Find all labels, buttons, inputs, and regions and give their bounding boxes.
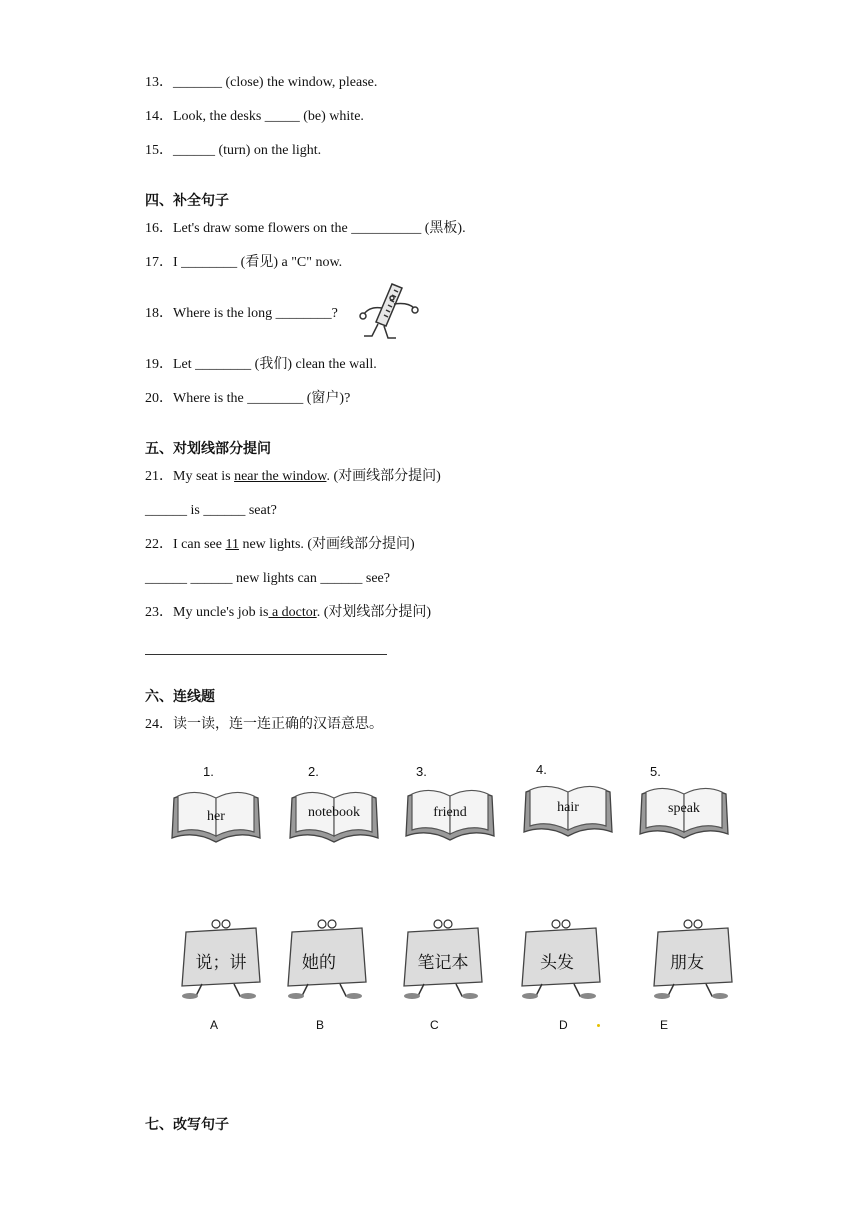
answer-blank[interactable]: _______	[173, 75, 222, 90]
question-text: I can see	[173, 537, 226, 552]
card-letter: D	[559, 1018, 568, 1032]
card-letter: B	[316, 1018, 325, 1032]
answer-line-23[interactable]	[145, 654, 387, 655]
question-text: (我们) clean the wall.	[251, 357, 377, 372]
question-text: My uncle's job is	[173, 605, 269, 620]
section-heading-5: 五、对划线部分提问	[145, 441, 271, 457]
card-letter: C	[430, 1018, 439, 1032]
question-number: 14．	[145, 109, 173, 124]
book-number: 5.	[650, 764, 661, 779]
book-number: 4.	[536, 762, 547, 777]
section-heading-4: 四、补全句子	[145, 193, 229, 209]
question-text: (be) white.	[299, 109, 364, 124]
card-text: 她的	[302, 953, 336, 973]
book-item[interactable]	[288, 760, 380, 846]
question-14	[145, 108, 364, 126]
answer-blank[interactable]: ________	[181, 255, 238, 270]
card-item[interactable]	[402, 916, 484, 1036]
question-text: Let	[173, 357, 196, 372]
underlined-phrase: near the window	[234, 469, 327, 484]
underlined-phrase: 11	[225, 537, 239, 552]
question-text: (close) the window, please.	[222, 75, 378, 90]
book-number: 3.	[416, 764, 427, 779]
book-word: hair	[557, 800, 579, 815]
card-item[interactable]	[520, 916, 602, 1036]
question-text: Where is the	[173, 391, 248, 406]
question-number: 23．	[145, 605, 173, 620]
book-item[interactable]	[404, 760, 496, 846]
question-20	[145, 390, 350, 408]
question-text: Where is the long	[173, 306, 276, 321]
card-text: 头发	[540, 953, 574, 973]
question-text: new lights. (对画线部分提问)	[238, 537, 415, 552]
question-text: Let's draw some flowers on the	[173, 221, 352, 236]
stray-dot	[597, 1024, 600, 1027]
question-text: I	[173, 255, 182, 270]
book-number: 1.	[203, 764, 214, 779]
section-heading-7: 七、改写句子	[145, 1117, 229, 1133]
question-number: 18．	[145, 306, 173, 321]
book-item[interactable]	[638, 760, 730, 846]
question-text: Look, the desks	[173, 109, 265, 124]
question-17	[145, 254, 342, 272]
question-15	[145, 142, 321, 160]
book-word: her	[207, 809, 225, 824]
question-number: 19．	[145, 357, 173, 372]
card-item[interactable]	[652, 916, 734, 1036]
question-text: . (对划线部分提问)	[316, 605, 432, 620]
question-number: 15．	[145, 143, 173, 158]
card-item[interactable]	[180, 916, 262, 1036]
question-text: ?	[331, 306, 338, 321]
question-text: (黑板).	[421, 221, 466, 236]
card-letter: A	[210, 1018, 219, 1032]
card-text: 说；讲	[195, 953, 247, 973]
question-19	[145, 356, 377, 374]
question-21	[145, 468, 441, 486]
card-item[interactable]	[286, 916, 368, 1036]
book-item[interactable]	[522, 760, 614, 846]
question-22	[145, 536, 415, 554]
answer-21[interactable]: ______ is ______ seat?	[145, 503, 277, 518]
book-word: notebook	[307, 805, 361, 820]
card-text: 朋友	[670, 953, 704, 973]
book-number: 2.	[308, 764, 319, 779]
question-number: 17．	[145, 255, 173, 270]
card-text: 笔记本	[417, 953, 469, 973]
question-text: (看见) a "C" now.	[237, 255, 343, 270]
question-number: 21．	[145, 469, 173, 484]
answer-blank[interactable]: _____	[264, 109, 300, 124]
question-23	[145, 604, 431, 622]
answer-blank[interactable]: ______	[173, 143, 215, 158]
section-heading-6: 六、连线题	[145, 689, 215, 705]
question-number: 16．	[145, 221, 173, 236]
question-text: 读一读，连一连正确的汉语意思。	[173, 717, 383, 732]
book-item[interactable]	[170, 760, 262, 846]
question-16	[145, 220, 466, 238]
answer-blank[interactable]: __________	[351, 221, 422, 236]
question-number: 24．	[145, 717, 173, 732]
answer-blank[interactable]: ________	[195, 357, 252, 372]
question-number: 22．	[145, 537, 173, 552]
answer-22[interactable]: ______ ______ new lights can ______ see?	[145, 571, 390, 586]
question-number: 13．	[145, 75, 173, 90]
book-word: speak	[668, 801, 700, 816]
answer-blank[interactable]: ________	[275, 306, 332, 321]
card-letter: E	[660, 1018, 669, 1032]
question-text: (turn) on the light.	[215, 143, 322, 158]
question-18	[145, 305, 338, 323]
question-number: 20．	[145, 391, 173, 406]
question-text: My seat is	[173, 469, 235, 484]
question-24	[145, 716, 383, 734]
book-word: friend	[433, 805, 467, 820]
ruler-character-icon	[356, 280, 420, 342]
question-13	[145, 74, 377, 92]
question-text: . (对画线部分提问)	[326, 469, 441, 484]
answer-blank[interactable]: ________	[247, 391, 304, 406]
question-text: (窗户)?	[303, 391, 351, 406]
underlined-phrase: a doctor	[268, 605, 317, 620]
